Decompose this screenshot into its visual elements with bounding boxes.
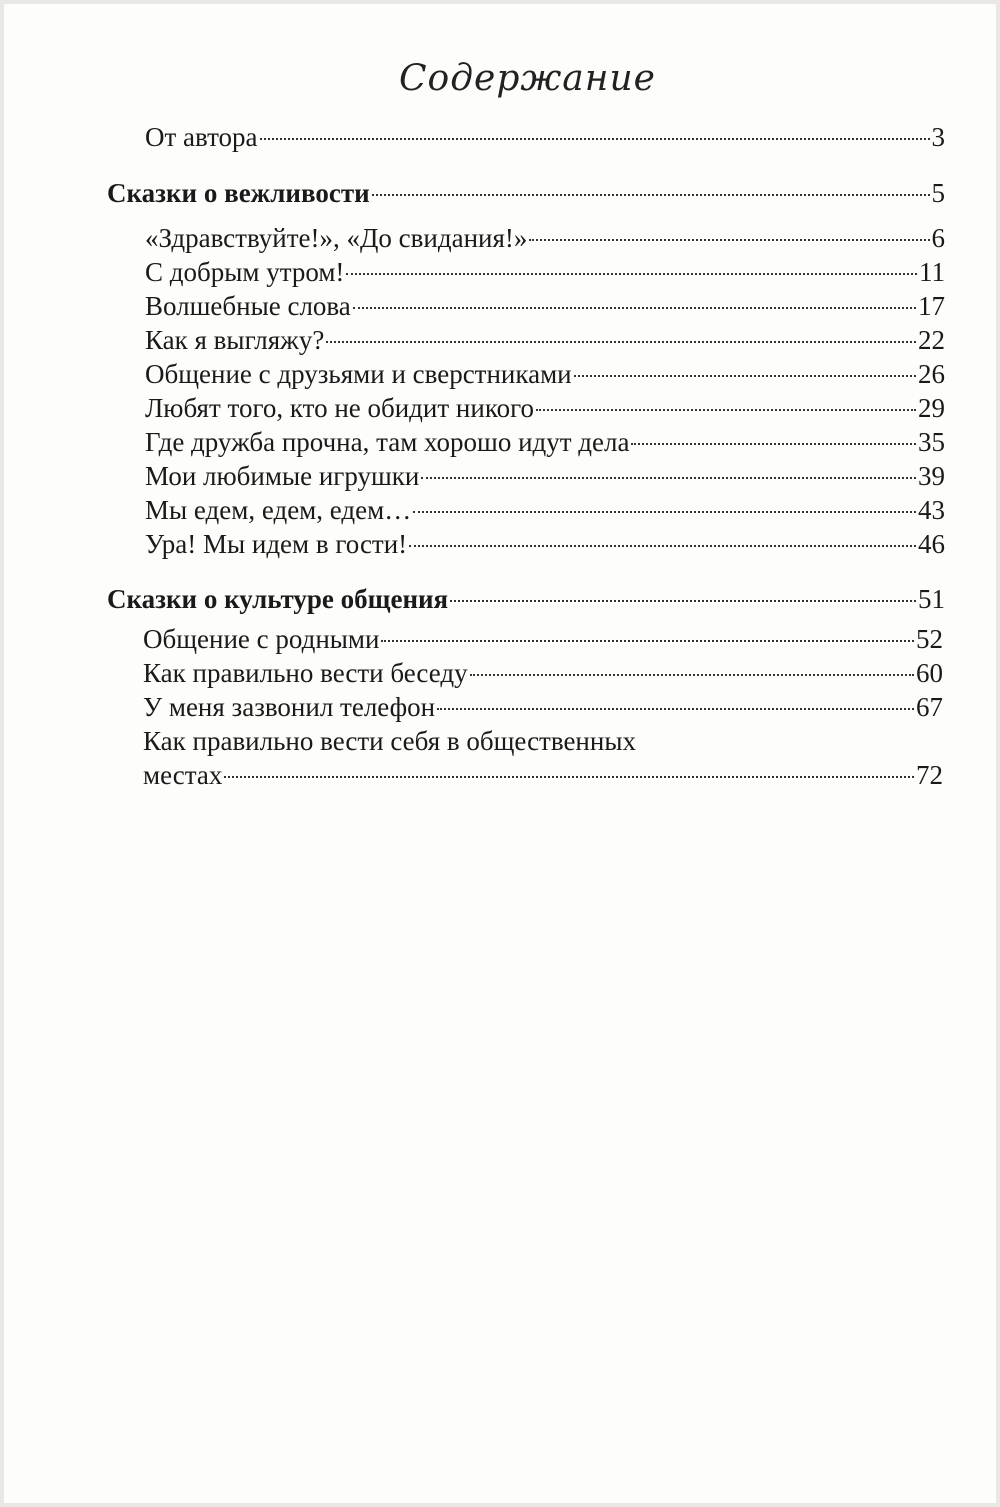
toc-entry[interactable] bbox=[145, 221, 945, 255]
dot-leader bbox=[437, 708, 914, 710]
toc-entry[interactable] bbox=[145, 391, 945, 425]
toc-entry-label: Как я выгляжу? bbox=[145, 325, 325, 355]
toc-entry-label: Мы едем, едем, едем… bbox=[145, 495, 412, 525]
dot-leader bbox=[536, 409, 916, 411]
dot-leader bbox=[529, 239, 929, 241]
toc-entry-page: 17 bbox=[918, 291, 945, 321]
dot-leader bbox=[353, 307, 916, 309]
toc-section-label: Сказки о культуре общения bbox=[107, 584, 449, 614]
toc-entry[interactable] bbox=[145, 459, 945, 493]
toc-entry[interactable] bbox=[145, 425, 945, 459]
toc-entry[interactable] bbox=[143, 622, 943, 656]
toc-section-politeness[interactable] bbox=[107, 176, 945, 210]
toc-entry-page: 11 bbox=[919, 257, 945, 287]
toc-entry-page: 6 bbox=[931, 223, 945, 253]
toc-entry[interactable] bbox=[145, 255, 945, 289]
toc-entry[interactable] bbox=[145, 357, 945, 391]
page-title: Содержание bbox=[399, 58, 656, 99]
dot-leader bbox=[381, 640, 914, 642]
toc-entry-page: 3 bbox=[931, 122, 945, 152]
dot-leader bbox=[631, 443, 916, 445]
toc-section-page: 5 bbox=[931, 178, 945, 208]
toc-entry-label: Мои любимые игрушки bbox=[145, 461, 420, 491]
toc-entry-label: Общение с родными bbox=[143, 624, 380, 654]
toc-entry[interactable] bbox=[143, 656, 943, 690]
toc-entry-label: Где дружба прочна, там хорошо идут дела bbox=[145, 427, 630, 457]
toc-entry[interactable] bbox=[145, 323, 945, 357]
dot-leader bbox=[470, 674, 914, 676]
dot-leader bbox=[409, 545, 916, 547]
toc-entry[interactable] bbox=[145, 493, 945, 527]
toc-entry-page: 22 bbox=[918, 325, 945, 355]
toc-entry-label: местах bbox=[143, 760, 223, 790]
toc-section-label: Сказки о вежливости bbox=[107, 178, 370, 208]
toc-entry-label: Как правильно вести беседу bbox=[143, 658, 468, 688]
toc-entry-page: 67 bbox=[916, 692, 943, 722]
toc-entry-label: От автора bbox=[145, 122, 258, 152]
toc-entry-page: 60 bbox=[916, 658, 943, 688]
dot-leader bbox=[372, 194, 930, 196]
dot-leader bbox=[346, 273, 917, 275]
toc-entry[interactable] bbox=[145, 289, 945, 323]
toc-entry-page: 46 bbox=[918, 529, 945, 559]
toc-section-communication[interactable] bbox=[107, 582, 945, 616]
dot-leader bbox=[224, 776, 914, 778]
toc-entry-page: 39 bbox=[918, 461, 945, 491]
toc-entry-label: Любят того, кто не обидит никого bbox=[145, 393, 534, 423]
dot-leader bbox=[421, 477, 916, 479]
toc-entry-label: Общение с друзьями и сверстниками bbox=[145, 359, 572, 389]
toc-entry-label: У меня зазвонил телефон bbox=[143, 692, 436, 722]
toc-section-page: 51 bbox=[918, 584, 945, 614]
dot-leader bbox=[450, 600, 916, 602]
toc-entry[interactable] bbox=[143, 690, 943, 724]
toc-entry-page: 72 bbox=[916, 760, 943, 790]
dot-leader bbox=[260, 138, 930, 140]
toc-entry-label: Ура! Мы идем в гости! bbox=[145, 529, 408, 559]
toc-entry-label: Волшебные слова bbox=[145, 291, 351, 321]
dot-leader bbox=[413, 511, 916, 513]
toc-entry-page: 52 bbox=[916, 624, 943, 654]
toc-entry-label: С добрым утром! bbox=[145, 257, 345, 287]
toc-entry[interactable] bbox=[143, 758, 943, 792]
dot-leader bbox=[326, 341, 916, 343]
dot-leader bbox=[574, 375, 916, 377]
toc-entry-page: 26 bbox=[918, 359, 945, 389]
toc-entry-label-line1[interactable]: Как правильно вести себя в общественных bbox=[143, 726, 636, 756]
toc-entry-page: 43 bbox=[918, 495, 945, 525]
toc-entry-page: 29 bbox=[918, 393, 945, 423]
toc-entry[interactable] bbox=[145, 527, 945, 561]
toc-entry-author[interactable] bbox=[145, 120, 945, 154]
toc-entry-page: 35 bbox=[918, 427, 945, 457]
toc-entry-label: «Здравствуйте!», «До свидания!» bbox=[145, 223, 528, 253]
